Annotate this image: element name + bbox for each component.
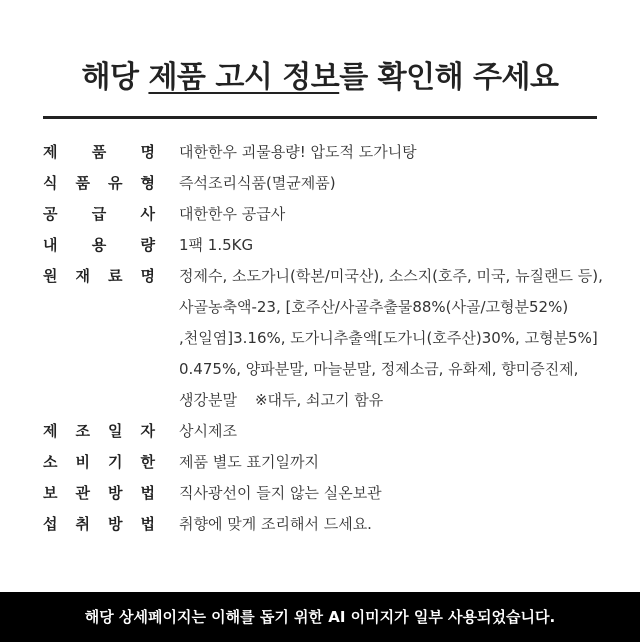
value-mfg-date: 상시제조 [179,422,237,440]
label-supplier: 공 급 사 [43,205,155,223]
row-ingredients [43,261,623,416]
value-product-name: 대한한우 괴물용량! 압도적 도가니탕 [179,143,417,161]
ingredients-line: 사골농축액-23, [호주산/사골추출물88%(사골/고형분52%) [179,298,569,316]
label-product-name: 제 품 명 [43,143,155,161]
label-food-type: 식 품 유 형 [43,174,155,192]
ingredients-last-item: 생강분말 [179,391,237,409]
value-supplier: 대한한우 공급사 [179,205,286,223]
allergen-note: ※대두, 쇠고기 함유 [254,391,384,409]
value-intake: 취향에 맞게 조리해서 드세요. [179,515,372,533]
row-content [43,230,623,261]
row-expiry [43,447,623,478]
value-content: 1팩 1.5KG [179,236,254,254]
value-expiry: 제품 별도 표기일까지 [179,453,319,471]
label-storage: 보 관 방 법 [43,484,155,502]
row-intake [43,509,623,540]
value-food-type: 즉석조리식품(멸균제품) [179,174,336,192]
title-highlight: 제품 고시 정보 [148,60,340,95]
product-info-table [43,137,623,540]
label-ingredients: 원 재 료 명 [43,267,155,285]
ingredients-line: 0.475%, 양파분말, 마늘분말, 정제소금, 유화제, 향미증진제, [179,360,579,378]
row-mfg-date [43,416,623,447]
value-ingredients [179,261,623,416]
label-content: 내 용 량 [43,236,155,254]
ingredients-line: 정제수, 소도가니(학본/미국산), 소스지(호주, 미국, 뉴질랜드 등), [179,267,603,285]
title-suffix: 를 확인해 주세요 [339,60,559,95]
value-storage: 직사광선이 들지 않는 실온보관 [179,484,382,502]
ingredients-last-line [179,385,623,416]
row-product-name [43,137,623,168]
page-title [0,52,640,96]
label-mfg-date: 제 조 일 자 [43,422,155,440]
label-intake: 섭 취 방 법 [43,515,155,533]
row-food-type [43,168,623,199]
title-prefix: 해당 [81,60,149,95]
title-divider [43,116,597,119]
row-storage [43,478,623,509]
label-expiry: 소 비 기 한 [43,453,155,471]
ai-notice-banner: 해당 상세페이지는 이해를 돕기 위한 AI 이미지가 일부 사용되었습니다. [0,592,640,642]
ingredients-line: ,천일염]3.16%, 도가니추출액[도가니(호주산)30%, 고형분5%] [179,329,598,347]
row-supplier [43,199,623,230]
